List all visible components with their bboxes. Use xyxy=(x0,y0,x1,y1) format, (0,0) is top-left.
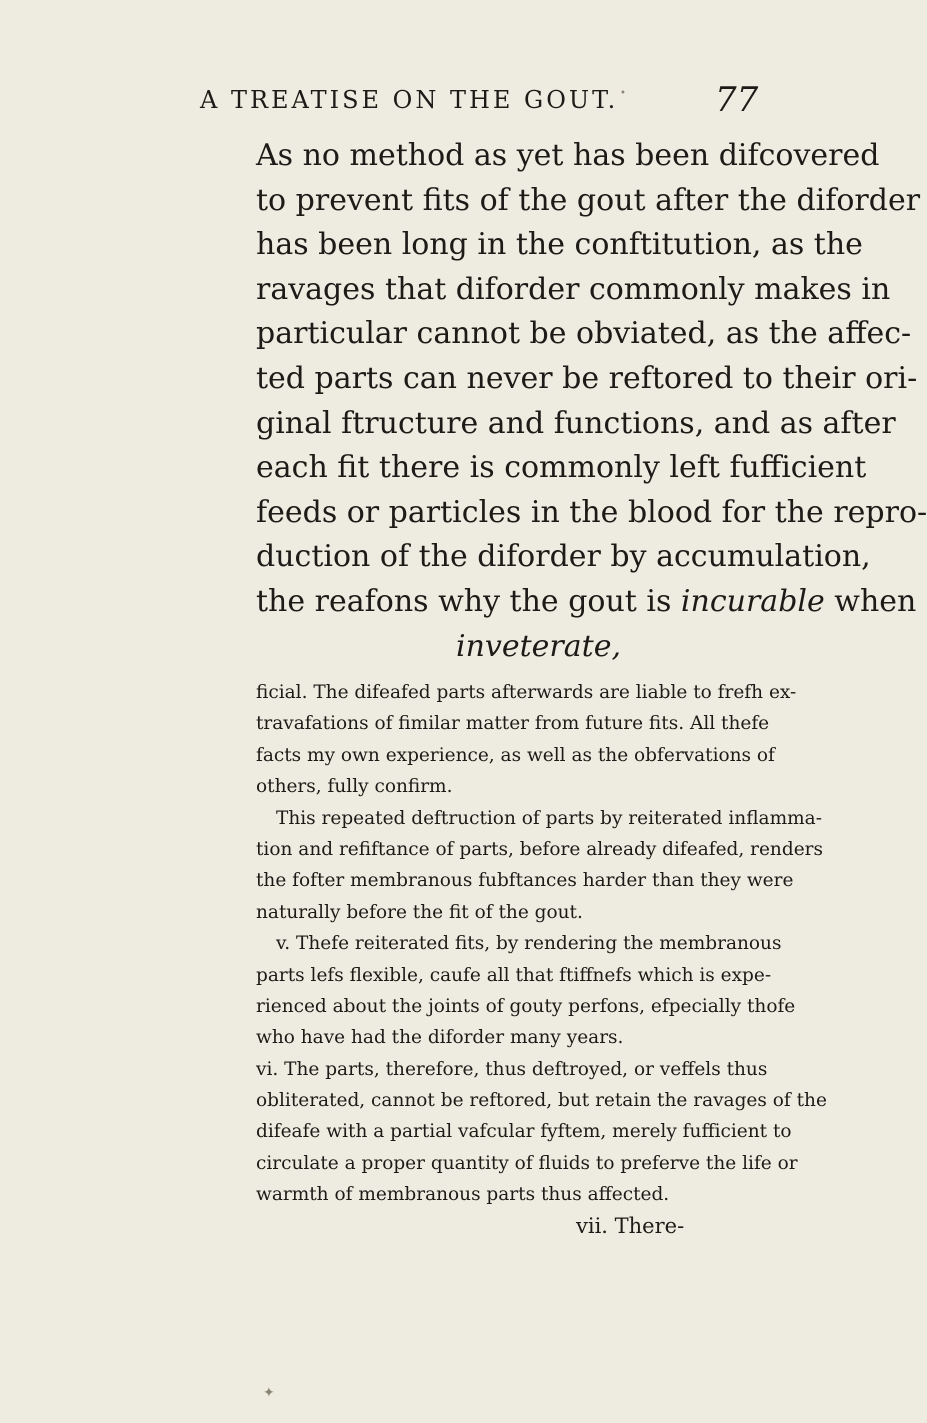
text-line: each fit there is commonly left fufficient xyxy=(256,450,867,486)
text-line: ted parts can never be reftored to their ori- xyxy=(256,360,918,396)
footnote-line: travafations of fimilar matter from future fits. All thefe xyxy=(256,713,770,735)
text-line: ginal ftructure and functions, and as after xyxy=(256,405,896,441)
footnote-line: the fofter membranous fubftances harder than they were xyxy=(256,870,794,892)
paper-speck-mark: • xyxy=(620,88,626,99)
text-line: particular cannot be obviated, as the affec- xyxy=(256,316,912,352)
text-line xyxy=(256,580,917,625)
footnote-line: warmth of membranous parts thus affected. xyxy=(256,1184,670,1206)
text-segment: the reafons why the gout is xyxy=(256,583,681,619)
italic-word-inveterate: inveterate, xyxy=(456,628,621,664)
footnote-line: rienced about the joints of gouty perfons, efpecially thofe xyxy=(256,995,796,1017)
text-line xyxy=(256,625,800,670)
text-line: ravages that diforder commonly makes in xyxy=(256,271,891,307)
paper-speck-mark: ✦ xyxy=(263,1385,275,1401)
catchword: vii. There- xyxy=(576,1213,685,1238)
text-line: has been long in the conftitution, as the xyxy=(256,227,863,263)
footnote-line: facts my own experience, as well as the obfervations of xyxy=(256,744,775,766)
footnote-line: others, fully confirm. xyxy=(256,776,453,798)
footnote-line: tion and refiftance of parts, before already difeafed, renders xyxy=(256,838,823,860)
footnote-line: who have had the diforder many years. xyxy=(256,1027,624,1049)
main-text xyxy=(256,134,927,669)
footnote-line: ficial. The difeafed parts afterwards are liable to frefh ex- xyxy=(256,682,797,703)
footnote-line: This repeated deftruction of parts by reiterated inflamma- xyxy=(276,807,822,829)
footnote-line: difeafe with a partial vafcular fyftem, merely fufficient to xyxy=(256,1121,792,1143)
text-segment: when xyxy=(824,583,917,619)
footnote-line: v. Thefe reiterated fits, by rendering the membranous xyxy=(276,933,782,955)
text-line: to prevent fits of the gout after the diforder xyxy=(256,182,921,218)
footnote-line: circulate a proper quantity of fluids to preferve the life or xyxy=(256,1152,798,1174)
footnote-line: parts lefs flexible, caufe all that ftiffnefs which is expe- xyxy=(256,964,772,986)
footnote-line: vi. The parts, therefore, thus deftroyed, or veffels thus xyxy=(256,1058,768,1080)
running-head: A TREATISE ON THE GOUT. xyxy=(200,86,619,114)
page-number: 77 xyxy=(715,80,759,120)
footnote-block xyxy=(256,677,827,1242)
text-line: feeds or particles in the blood for the repro- xyxy=(256,494,927,530)
text-line: duction of the diforder by accumulation, xyxy=(256,539,871,575)
footnote-line: naturally before the fit of the gout. xyxy=(256,901,583,923)
text-line: As no method as yet has been difcovered xyxy=(256,138,880,173)
footnote-line: obliterated, cannot be reftored, but retain the ravages of the xyxy=(256,1090,827,1112)
italic-word-incurable: incurable xyxy=(680,583,825,619)
